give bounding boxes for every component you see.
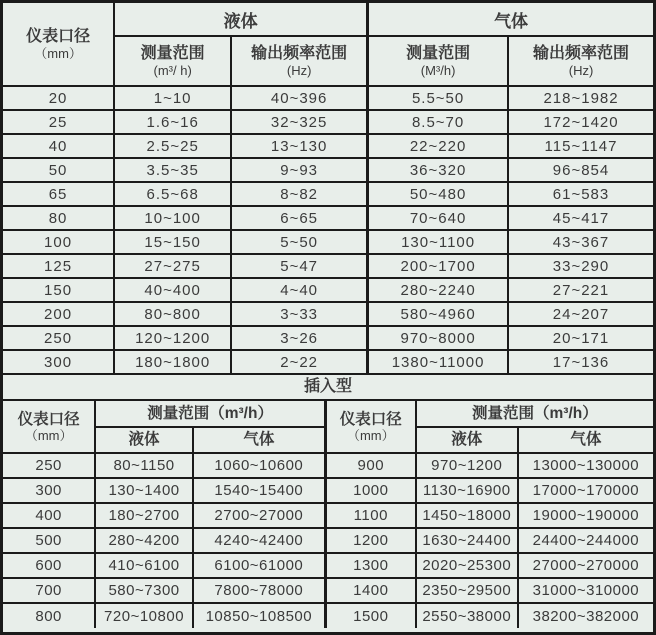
table-cell: 6.5~68 bbox=[114, 182, 231, 206]
table-cell: 2350~29500 bbox=[416, 578, 518, 603]
table-cell: 300 bbox=[3, 350, 114, 374]
table-cell: 19000~190000 bbox=[518, 503, 653, 528]
port-size-label: 仪表口径 bbox=[26, 27, 91, 45]
table-cell: 80~1150 bbox=[95, 453, 193, 478]
table-cell: 61~583 bbox=[508, 182, 653, 206]
table-cell: 50 bbox=[3, 158, 114, 182]
table-cell: 8.5~70 bbox=[368, 110, 508, 134]
table-cell: 900 bbox=[325, 453, 415, 478]
insert-left-port-size-header bbox=[3, 400, 95, 453]
liquid-group-header: 液体 bbox=[114, 3, 368, 36]
table-cell: 580~7300 bbox=[95, 578, 193, 603]
table-cell: 600 bbox=[3, 553, 95, 578]
table-cell: 20 bbox=[3, 86, 114, 110]
table-cell: 43~367 bbox=[508, 230, 653, 254]
table-cell: 50~480 bbox=[368, 182, 508, 206]
table-cell: 5~50 bbox=[231, 230, 368, 254]
insertion-range-table bbox=[3, 399, 653, 628]
table-cell: 40~400 bbox=[114, 278, 231, 302]
table-cell: 125 bbox=[3, 254, 114, 278]
group-header-row bbox=[3, 3, 653, 36]
port-size-label: 仪表口径 bbox=[17, 410, 80, 428]
measure-range-unit: (m³/ h) bbox=[153, 62, 192, 78]
table-cell: 250 bbox=[3, 326, 114, 350]
table-row bbox=[3, 350, 653, 374]
gas-group-header: 气体 bbox=[368, 3, 653, 36]
table-row bbox=[3, 603, 653, 628]
table-cell: 3~33 bbox=[231, 302, 368, 326]
table-cell: 1~10 bbox=[114, 86, 231, 110]
table-cell: 6~65 bbox=[231, 206, 368, 230]
insertion-type-banner: 插入型 bbox=[303, 378, 352, 395]
table-cell: 1300 bbox=[325, 553, 415, 578]
table-row bbox=[3, 578, 653, 603]
table-row bbox=[3, 206, 653, 230]
table-cell: 180~2700 bbox=[95, 503, 193, 528]
table-cell: 36~320 bbox=[368, 158, 508, 182]
insert-left-measure-range-header: 测量范围（m³/h） bbox=[95, 400, 325, 427]
table-cell: 1400 bbox=[325, 578, 415, 603]
table-row bbox=[3, 503, 653, 528]
port-size-unit: （mm） bbox=[24, 428, 73, 444]
table-row bbox=[3, 158, 653, 182]
table-cell: 1130~16900 bbox=[416, 478, 518, 503]
table-row bbox=[3, 478, 653, 503]
output-frequency-unit: (Hz) bbox=[568, 62, 594, 78]
table-cell: 24~207 bbox=[508, 302, 653, 326]
table-cell: 130~1400 bbox=[95, 478, 193, 503]
table-cell: 45~417 bbox=[508, 206, 653, 230]
table-cell: 720~10800 bbox=[95, 603, 193, 628]
table-cell: 80 bbox=[3, 206, 114, 230]
table-cell: 1200 bbox=[325, 528, 415, 553]
table-cell: 22~220 bbox=[368, 134, 508, 158]
table-cell: 2~22 bbox=[231, 350, 368, 374]
table-cell: 10850~108500 bbox=[193, 603, 326, 628]
table-row bbox=[3, 553, 653, 578]
table-cell: 172~1420 bbox=[508, 110, 653, 134]
table-cell: 3~26 bbox=[231, 326, 368, 350]
table-cell: 150 bbox=[3, 278, 114, 302]
insert-left-gas-header: 气体 bbox=[193, 427, 326, 453]
gas-measure-range-header bbox=[368, 36, 508, 86]
table-cell: 5.5~50 bbox=[368, 86, 508, 110]
table-cell: 96~854 bbox=[508, 158, 653, 182]
measure-range-label: 测量范围 bbox=[406, 44, 471, 62]
output-frequency-label: 输出频率范围 bbox=[533, 44, 630, 62]
table-cell: 65 bbox=[3, 182, 114, 206]
table-cell: 800 bbox=[3, 603, 95, 628]
table-cell: 10~100 bbox=[114, 206, 231, 230]
table-cell: 17~136 bbox=[508, 350, 653, 374]
insert-right-gas-header: 气体 bbox=[518, 427, 653, 453]
table-row bbox=[3, 86, 653, 110]
table-cell: 970~8000 bbox=[368, 326, 508, 350]
table-cell: 3.5~35 bbox=[114, 158, 231, 182]
table-cell: 250 bbox=[3, 453, 95, 478]
table-cell: 700 bbox=[3, 578, 95, 603]
table-row bbox=[3, 453, 653, 478]
table-row bbox=[3, 110, 653, 134]
flow-range-table bbox=[3, 3, 653, 375]
table-cell: 180~1800 bbox=[114, 350, 231, 374]
table-cell: 1000 bbox=[325, 478, 415, 503]
liquid-output-frequency-header bbox=[231, 36, 368, 86]
table-cell: 500 bbox=[3, 528, 95, 553]
table-cell: 27000~270000 bbox=[518, 553, 653, 578]
table-cell: 8~82 bbox=[231, 182, 368, 206]
table-cell: 24400~244000 bbox=[518, 528, 653, 553]
insert-right-measure-range-header: 测量范围（m³/h） bbox=[416, 400, 653, 427]
port-size-label: 仪表口径 bbox=[339, 410, 402, 428]
table-row bbox=[3, 230, 653, 254]
insert-right-liquid-header: 液体 bbox=[416, 427, 518, 453]
table-cell: 40~396 bbox=[231, 86, 368, 110]
table-cell: 1450~18000 bbox=[416, 503, 518, 528]
table-cell: 400 bbox=[3, 503, 95, 528]
table-row bbox=[3, 326, 653, 350]
table-cell: 410~6100 bbox=[95, 553, 193, 578]
insert-right-port-size-header bbox=[325, 400, 415, 453]
table-cell: 1.6~16 bbox=[114, 110, 231, 134]
table-cell: 2550~38000 bbox=[416, 603, 518, 628]
insert-group-header-row bbox=[3, 400, 653, 427]
port-size-header bbox=[3, 3, 114, 86]
table-cell: 32~325 bbox=[231, 110, 368, 134]
table-row bbox=[3, 302, 653, 326]
table-cell: 31000~310000 bbox=[518, 578, 653, 603]
table-cell: 1100 bbox=[325, 503, 415, 528]
table-cell: 200~1700 bbox=[368, 254, 508, 278]
table-row bbox=[3, 528, 653, 553]
table-cell: 130~1100 bbox=[368, 230, 508, 254]
table-cell: 2.5~25 bbox=[114, 134, 231, 158]
table-cell: 70~640 bbox=[368, 206, 508, 230]
table-cell: 4240~42400 bbox=[193, 528, 326, 553]
table-cell: 580~4960 bbox=[368, 302, 508, 326]
table-cell: 1500 bbox=[325, 603, 415, 628]
table-cell: 15~150 bbox=[114, 230, 231, 254]
flow-range-table-body bbox=[3, 86, 653, 374]
table-cell: 1540~15400 bbox=[193, 478, 326, 503]
table-row bbox=[3, 278, 653, 302]
table-cell: 13000~130000 bbox=[518, 453, 653, 478]
table-cell: 280~4200 bbox=[95, 528, 193, 553]
table-cell: 9~93 bbox=[231, 158, 368, 182]
table-cell: 200 bbox=[3, 302, 114, 326]
table-cell: 80~800 bbox=[114, 302, 231, 326]
table-row bbox=[3, 134, 653, 158]
table-cell: 2020~25300 bbox=[416, 553, 518, 578]
table-cell: 25 bbox=[3, 110, 114, 134]
table-cell: 2700~27000 bbox=[193, 503, 326, 528]
table-cell: 970~1200 bbox=[416, 453, 518, 478]
table-cell: 27~275 bbox=[114, 254, 231, 278]
liquid-measure-range-header bbox=[114, 36, 231, 86]
table-cell: 115~1147 bbox=[508, 134, 653, 158]
table-cell: 6100~61000 bbox=[193, 553, 326, 578]
table-cell: 13~130 bbox=[231, 134, 368, 158]
table-cell: 38200~382000 bbox=[518, 603, 653, 628]
gas-output-frequency-header bbox=[508, 36, 653, 86]
port-size-unit: （mm） bbox=[346, 428, 395, 444]
table-cell: 1060~10600 bbox=[193, 453, 326, 478]
table-cell: 5~47 bbox=[231, 254, 368, 278]
insert-left-liquid-header: 液体 bbox=[95, 427, 193, 453]
table-cell: 120~1200 bbox=[114, 326, 231, 350]
table-cell: 1630~24400 bbox=[416, 528, 518, 553]
table-cell: 27~221 bbox=[508, 278, 653, 302]
port-size-unit: （mm） bbox=[34, 45, 82, 61]
output-frequency-label: 输出频率范围 bbox=[251, 44, 348, 62]
table-row bbox=[3, 182, 653, 206]
insertion-range-table-body bbox=[3, 453, 653, 628]
table-cell: 20~171 bbox=[508, 326, 653, 350]
table-row bbox=[3, 254, 653, 278]
table-cell: 40 bbox=[3, 134, 114, 158]
table-cell: 300 bbox=[3, 478, 95, 503]
measure-range-label: 测量范围 bbox=[140, 44, 205, 62]
output-frequency-unit: (Hz) bbox=[286, 62, 312, 78]
table-cell: 100 bbox=[3, 230, 114, 254]
table-cell: 218~1982 bbox=[508, 86, 653, 110]
table-cell: 17000~170000 bbox=[518, 478, 653, 503]
table-cell: 4~40 bbox=[231, 278, 368, 302]
table-cell: 33~290 bbox=[508, 254, 653, 278]
table-cell: 1380~11000 bbox=[368, 350, 508, 374]
table-cell: 7800~78000 bbox=[193, 578, 326, 603]
table-cell: 280~2240 bbox=[368, 278, 508, 302]
measure-range-unit: (M³/h) bbox=[420, 62, 456, 78]
